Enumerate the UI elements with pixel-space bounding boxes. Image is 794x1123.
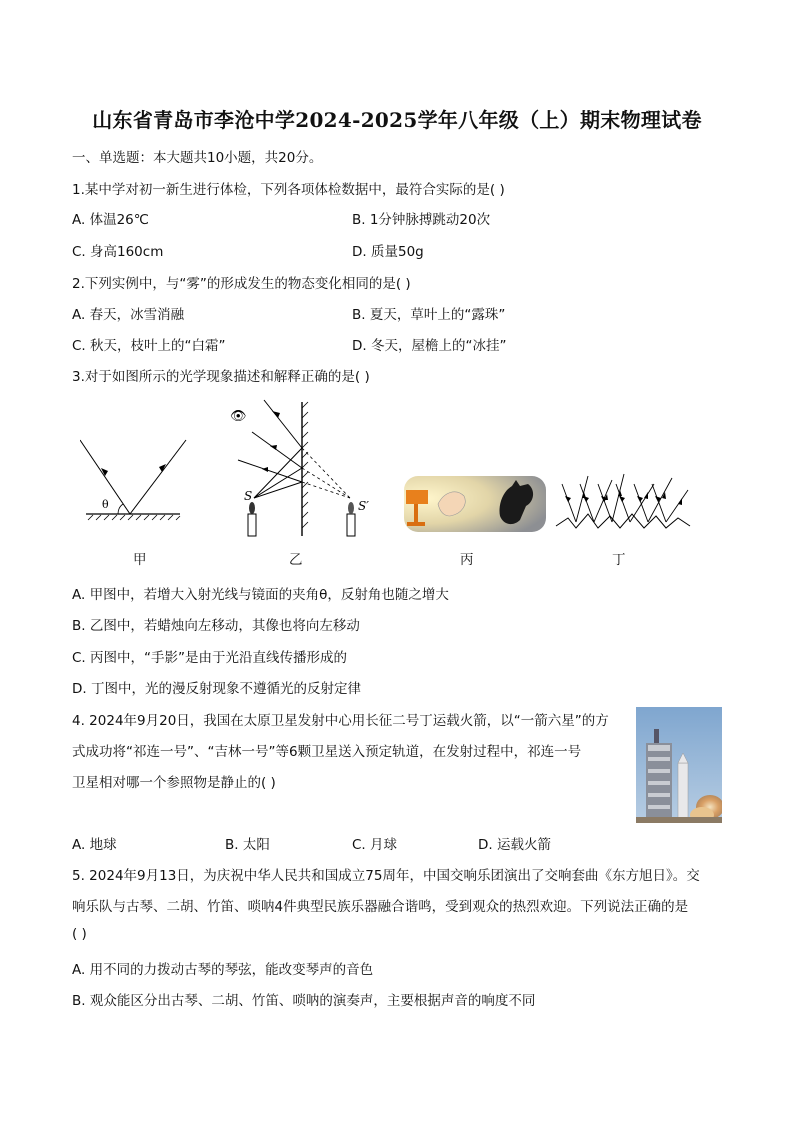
eye-icon: 👁 [230,409,247,424]
question-5-line-1: 5. 2024年9月13日，为庆祝中华人民共和国成立75周年，中国交响乐团演出了交响套曲《东方旭日》。交 [72,868,700,884]
q3-option-c: C. 丙图中，“手影”是由于光沿直线传播形成的 [72,650,347,666]
question-5-line-2: 响乐队与古琴、二胡、竹笛、唢呐4件典型民族乐器融合谐鸣，受到观众的热烈欢迎。下列说法正确的是 [72,899,689,915]
question-4-line-2: 式成功将“祁连一号”、“吉林一号”等6颗卫星送入预定轨道，在发射过程中，祁连一号 [72,744,582,760]
image-s-prime-label: S′ [358,499,369,513]
page-title: 山东省青岛市李沧中学2024-2025学年八年级（上）期末物理试卷 [92,108,702,132]
question-2-stem: 2.下列实例中，与“雾”的形成发生的物态变化相同的是( ) [72,276,411,292]
figure-jia-reflection [80,430,190,525]
section-heading: 一、单选题：本大题共10小题，共20分。 [72,150,323,166]
q4-option-d: D. 运载火箭 [478,837,551,853]
question-4-line-1: 4. 2024年9月20日，我国在太原卫星发射中心用长征二号丁运载火箭，以“一箭六星”的方 [72,713,609,729]
theta-label: θ [102,498,109,511]
figure-ding-diffuse-reflection [554,470,694,532]
q1-option-c: C. 身高160cm [72,244,164,260]
q4-option-a: A. 地球 [72,837,117,853]
q2-option-c: C. 秋天，枝叶上的“白霜” [72,338,226,354]
q1-option-b: B. 1分钟脉搏跳动20次 [352,212,491,228]
q1-option-d: D. 质量50g [352,244,424,260]
question-1-stem: 1.某中学对初一新生进行体检，下列各项体检数据中，最符合实际的是( ) [72,182,505,198]
q5-option-b: B. 观众能区分出古琴、二胡、竹笛、唢呐的演奏声，主要根据声音的响度不同 [72,993,536,1009]
figure-label-bing: 丙 [460,552,474,568]
figure-label-ding: 丁 [612,552,626,568]
rocket-launch-photo [636,707,722,823]
q4-option-b: B. 太阳 [225,837,270,853]
figure-yi-plane-mirror [228,398,378,538]
q2-option-b: B. 夏天，草叶上的“露珠” [352,307,506,323]
q5-option-a: A. 用不同的力拨动古琴的琴弦，能改变琴声的音色 [72,962,374,978]
q2-option-d: D. 冬天，屋檐上的“冰挂” [352,338,507,354]
q3-option-b: B. 乙图中，若蜡烛向左移动，其像也将向左移动 [72,618,360,634]
q3-option-d: D. 丁图中，光的漫反射现象不遵循光的反射定律 [72,681,361,697]
figure-bing-hand-shadow [404,476,546,538]
q2-option-a: A. 春天，冰雪消融 [72,307,185,323]
question-4-line-3: 卫星相对哪一个参照物是静止的( ) [72,775,276,791]
q3-option-a: A. 甲图中，若增大入射光线与镜面的夹角θ，反射角也随之增大 [72,587,449,603]
q1-option-a: A. 体温26℃ [72,212,149,228]
source-s-label: S [244,489,253,503]
q4-option-c: C. 月球 [352,837,398,853]
figure-label-yi: 乙 [289,552,303,568]
question-5-line-3: ( ) [72,926,87,942]
question-3-stem: 3.对于如图所示的光学现象描述和解释正确的是( ) [72,369,370,385]
figure-label-jia: 甲 [133,552,147,568]
